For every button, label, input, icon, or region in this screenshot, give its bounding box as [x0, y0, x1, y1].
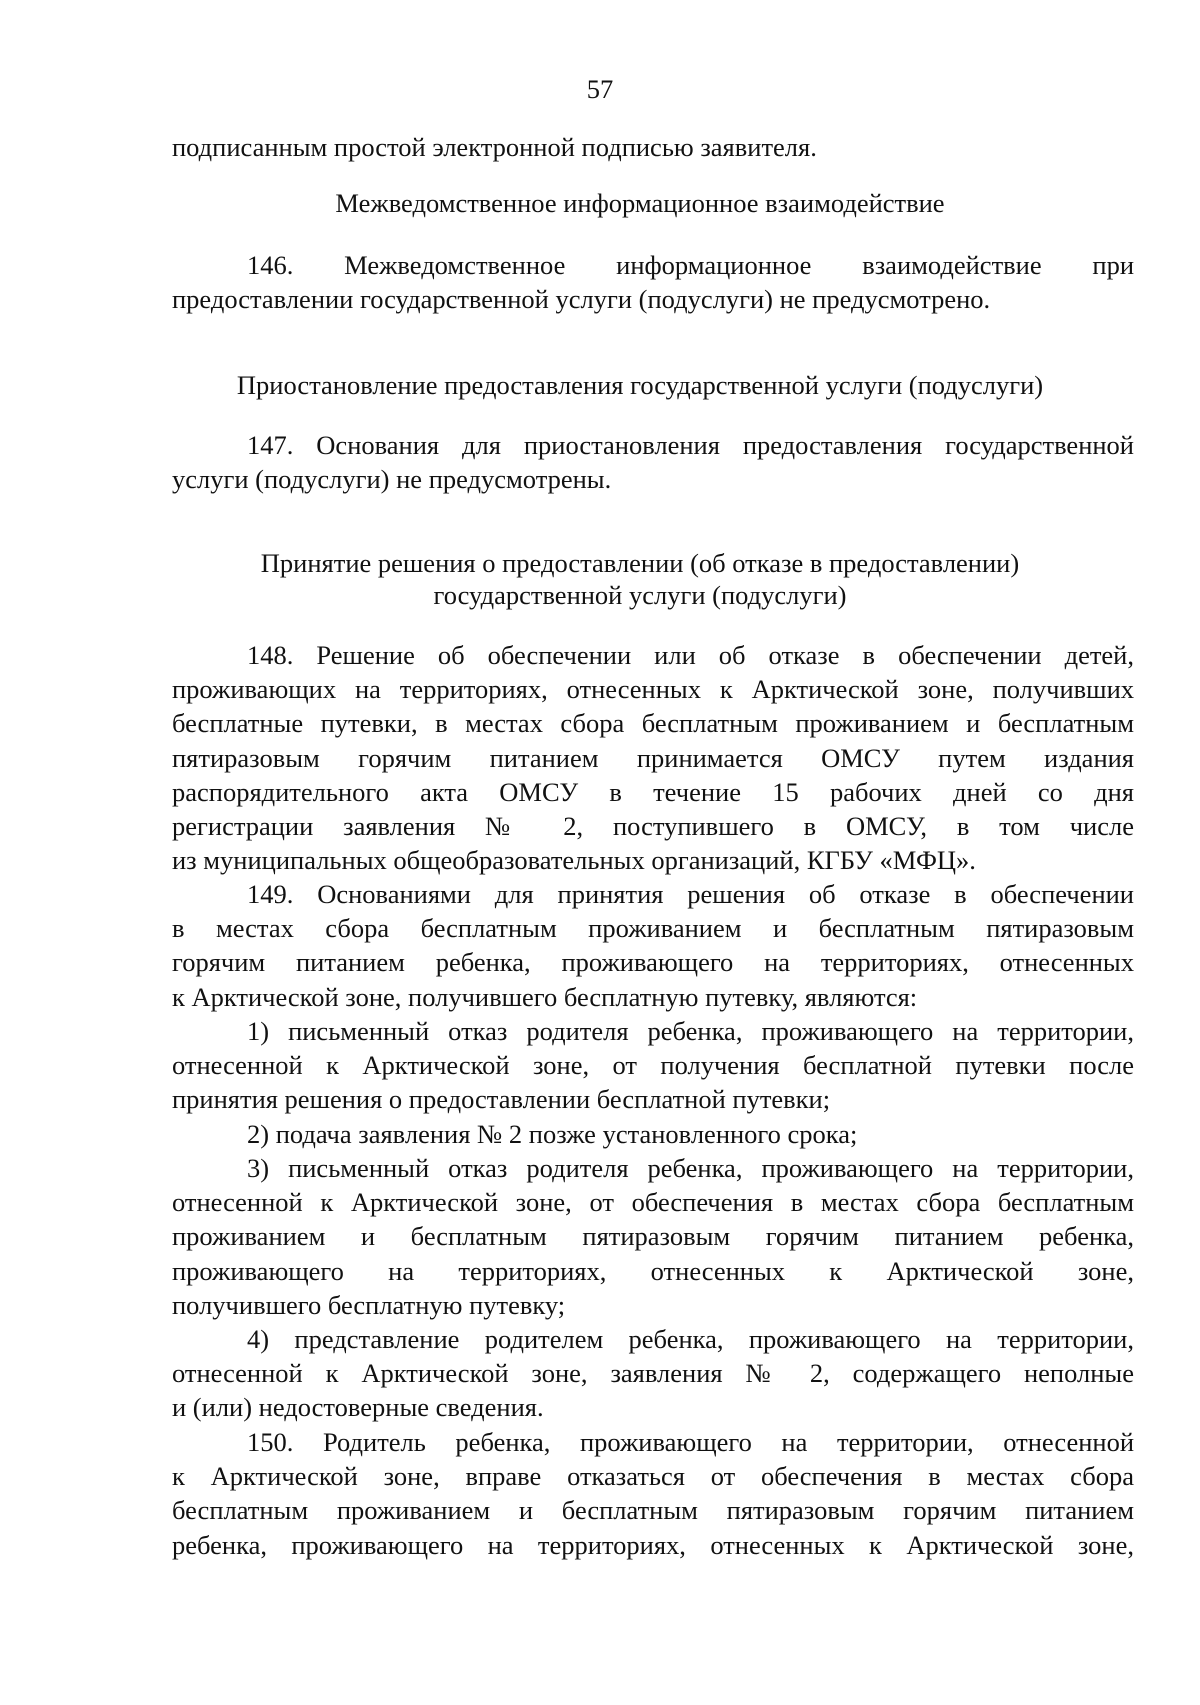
- paragraph-line: 148. Решение об обеспечении или об отказе в обеспечении детей,: [247, 640, 1134, 670]
- paragraph-148: [172, 638, 1134, 877]
- paragraph-line: 147. Основания для приостановления предоставления государственной: [247, 430, 1134, 460]
- paragraph-line: горячим питанием ребенка, проживающего на территориях, отнесенных: [172, 947, 1134, 978]
- paragraph-line: к Арктической зоне, вправе отказаться от обеспечения в местах сбора: [172, 1461, 1134, 1492]
- paragraph-line: принятия решения о предоставлении бесплатной путевки;: [172, 1084, 831, 1115]
- paragraph-line: в местах сбора бесплатным проживанием и бесплатным пятиразовым: [172, 913, 1134, 944]
- paragraph-line: 2) подача заявления № 2 позже установленного срока;: [247, 1119, 858, 1149]
- paragraph-line: 149. Основаниями для принятия решения об отказе в обеспечении: [247, 879, 1134, 909]
- paragraph-line: услуги (подуслуги) не предусмотрены.: [172, 464, 612, 495]
- paragraph-149-item-1: [172, 1014, 1134, 1117]
- paragraph-line: 146. Межведомственное информационное взаимодействие при: [247, 250, 1134, 280]
- paragraph-line: 4) представление родителем ребенка, проживающего на территории,: [247, 1324, 1134, 1354]
- paragraph-line: 150. Родитель ребенка, проживающего на территории, отнесенной: [247, 1427, 1134, 1457]
- paragraph-line: проживающего на территориях, отнесенных к Арктической зоне,: [172, 1255, 1134, 1286]
- paragraph-line: к Арктической зоне, получившего бесплатную путевку, являются:: [172, 981, 918, 1012]
- paragraph-line: бесплатные путевки, в местах сбора бесплатным проживанием и бесплатным: [172, 708, 1134, 739]
- paragraph-line: регистрации заявления № 2, поступившего в ОМСУ, в том числе: [172, 810, 1134, 841]
- paragraph-line: ребенка, проживающего на территориях, отнесенных к Арктической зоне,: [172, 1529, 1134, 1560]
- section-heading-interagency: Межведомственное информационное взаимодействие: [335, 188, 945, 218]
- paragraph-147: [172, 428, 1134, 496]
- section-heading-suspension: Приостановление предоставления государственной услуги (подуслуги): [236, 370, 1044, 400]
- paragraph-149-item-2: [172, 1117, 1134, 1151]
- section-heading-decision-line-2: государственной услуги (подуслуги): [433, 580, 847, 610]
- top-line: подписанным простой электронной подписью заявителя.: [172, 132, 817, 162]
- paragraph-line: проживающих на территориях, отнесенных к Арктической зоне, получивших: [172, 674, 1134, 705]
- paragraph-line: 3) письменный отказ родителя ребенка, проживающего на территории,: [247, 1153, 1134, 1183]
- paragraph-line: распорядительного акта ОМСУ в течение 15 рабочих дней со дня: [172, 776, 1134, 807]
- paragraph-146: [172, 248, 1134, 316]
- paragraph-149-item-4: [172, 1322, 1134, 1425]
- paragraph-line: и (или) недостоверные сведения.: [172, 1392, 544, 1423]
- paragraph-line: 1) письменный отказ родителя ребенка, проживающего на территории,: [247, 1016, 1134, 1046]
- paragraph-line: предоставлении государственной услуги (подуслуги) не предусмотрено.: [172, 284, 991, 315]
- paragraph-149: [172, 877, 1134, 1014]
- paragraph-line: бесплатным проживанием и бесплатным пятиразовым горячим питанием: [172, 1495, 1134, 1526]
- paragraph-149-item-3: [172, 1151, 1134, 1322]
- paragraph-150: [172, 1425, 1134, 1562]
- section-heading-decision-line-1: Принятие решения о предоставлении (об отказе в предоставлении): [260, 548, 1020, 578]
- paragraph-line: пятиразовым горячим питанием принимается ОМСУ путем издания: [172, 742, 1134, 773]
- paragraph-line: отнесенной к Арктической зоне, от получения бесплатной путевки после: [172, 1050, 1134, 1081]
- page-number: 57: [586, 74, 614, 104]
- paragraph-line: отнесенной к Арктической зоне, от обеспечения в местах сбора бесплатным: [172, 1187, 1134, 1218]
- paragraph-line: проживанием и бесплатным пятиразовым горячим питанием ребенка,: [172, 1221, 1134, 1252]
- paragraph-line: получившего бесплатную путевку;: [172, 1289, 566, 1320]
- paragraph-line: из муниципальных общеобразовательных организаций, КГБУ «МФЦ».: [172, 845, 976, 876]
- paragraph-line: отнесенной к Арктической зоне, заявления № 2, содержащего неполные: [172, 1358, 1134, 1389]
